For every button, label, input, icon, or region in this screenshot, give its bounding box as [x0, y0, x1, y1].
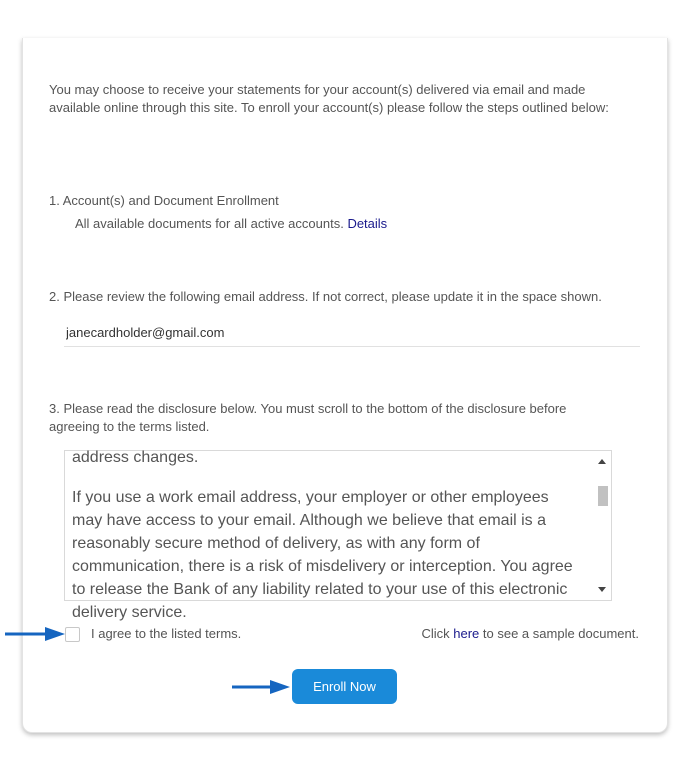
scroll-down-icon[interactable] — [598, 587, 606, 592]
arrow-pointer-icon — [5, 625, 65, 643]
enroll-now-button[interactable]: Enroll Now — [292, 669, 397, 704]
step1-description — [75, 216, 387, 231]
scroll-thumb[interactable] — [598, 486, 608, 506]
details-link[interactable]: Details — [347, 216, 388, 231]
step1-description-text: All available documents for all active accounts. — [75, 216, 344, 231]
sample-document-link[interactable]: here — [453, 626, 480, 641]
sample-suffix: to see a sample document. — [482, 626, 639, 641]
disclosure-paragraph: If you use a work email address, your employer or other employees may have access to your email. Although we believe that email is a reasonably secure method of delivery, as with any form of communication, there is a risk of misdelivery or interception. You agree to release the Bank of any liability related to your use of this electronic delivery service. — [72, 489, 573, 621]
agree-checkbox[interactable] — [65, 627, 80, 642]
sample-prefix: Click — [421, 626, 450, 641]
arrow-pointer-icon — [232, 678, 290, 696]
sample-document-text — [421, 626, 639, 641]
disclosure-line: address changes. — [72, 449, 199, 466]
step3-title: 3. Please read the disclosure below. You must scroll to the bottom of the disclosure before agreeing to the terms listed. — [49, 401, 567, 434]
intro-text: You may choose to receive your statements for your account(s) delivered via email and made available online through this site. To enroll your account(s) please follow the steps outlined below: — [49, 82, 609, 115]
scroll-up-icon[interactable] — [598, 459, 606, 464]
disclosure-box[interactable] — [64, 449, 612, 621]
email-field[interactable] — [64, 318, 640, 347]
agree-label: I agree to the listed terms. — [91, 626, 242, 641]
step1-title: 1. Account(s) and Document Enrollment — [49, 193, 279, 208]
disclosure-scrollbar[interactable] — [594, 451, 611, 600]
step2-title: 2. Please review the following email address. If not correct, please update it in the space shown. — [49, 289, 602, 304]
disclosure-text — [72, 446, 582, 641]
